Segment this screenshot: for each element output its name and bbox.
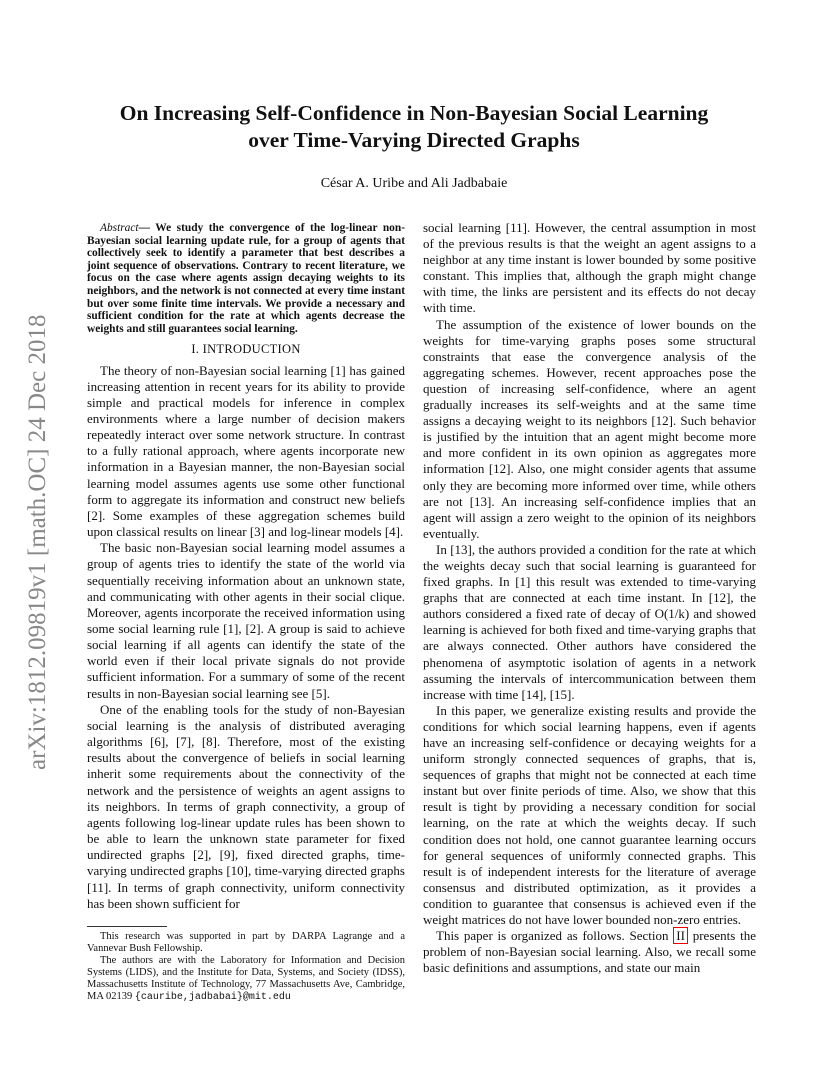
footnote-affiliation-text: The authors are with the Laboratory for Information and Decision Systems (LIDS), and the Institute for Data, Systems, and Society (IDSS), Massachusetts Institute of Technology, 77 Massachusetts Ave, Cambridge, MA 02139 [87, 954, 405, 1002]
arxiv-identifier-stamp: arXiv:1812.09819v1 [math.OC] 24 Dec 2018 [24, 314, 51, 770]
paper-title [60, 100, 768, 154]
abstract-text: — We study the convergence of the log-linear non-Bayesian social learning update rule, for a group of agents that collectively seek to identify a parameter that best describes a joint sequence of observations. Contrary to recent literature, we focus on the case where agents assign decaying weights to its neighbors, and the network is not connected at every time instant but over some finite time intervals. We provide a necessary and sufficient condition for the rate at which agents decrease the weights and still guarantees social learning. [87, 222, 405, 335]
intro-paragraph-8 [423, 928, 756, 976]
title-line-2: over Time-Varying Directed Graphs [248, 128, 580, 152]
left-column [87, 222, 405, 912]
intro-paragraph-2: The basic non-Bayesian social learning model assumes a group of agents tries to identify the state of the world via sequentially receiving information about an unknown state, and communicating with other agents in their social clique. Moreover, agents incorporate the received information using some social learning rule [1], [2]. A group is said to achieve social learning if all agents can identify the state of the world even if their local private signals do not provide sufficient information. For a summary of some of the recent results in non-Bayesian social learning see [5]. [87, 540, 405, 701]
footnote-email: {cauribe,jadbabai}@mit.edu [134, 991, 291, 1003]
right-column [423, 220, 756, 976]
abstract-label: Abstract [100, 222, 139, 234]
paragraph-8-text-before: This paper is organized as follows. Section [436, 928, 674, 944]
footnote-funding: This research was supported in part by DARPA Lagrange and a Vannevar Bush Fellowship. [87, 931, 405, 954]
footnote-affiliation [87, 955, 405, 1004]
author-list: César A. Uribe and Ali Jadbabaie [320, 176, 508, 191]
intro-paragraph-5: The assumption of the existence of lower bounds on the weights for time-varying graphs poses some structural constraints that ease the convergence analysis of the aggregating schemes. However, recent approaches pose the question of increasing self-confidence, where an agent gradually increases its self-weights and at the same time assigns a decaying weight to its neighbors [12]. Such behavior is justified by the intuition that an agent might become more and more confident in its own opinion as aggregates more information [12]. Also, one might consider agents that assume only they are becoming more informed over time, while others are not [13]. An increasing self-confidence implies that an agent will assign a zero weight to the opinion of its neighbors eventually. [423, 316, 756, 541]
intro-paragraph-1: The theory of non-Bayesian social learning [1] has gained increasing attention in recent years for its ability to provide simple and practical models for inference in complex environments where a large number of decision makers repeatedly interact over some network structure. In contrast to a fully rational approach, where agents incorporate new information in a Bayesian manner, the non-Bayesian social learning model assumes agents use some other functional form to aggregate its information and construct new beliefs [2]. Some examples of these aggregation schemes build upon classical results on linear [3] and log-linear models [4]. [87, 362, 405, 540]
footnotes [87, 926, 405, 1003]
section-reference-link[interactable]: II [673, 927, 688, 944]
intro-paragraph-4: social learning [11]. However, the central assumption in most of the previous results is that the weight an agent assigns to a neighbor at any time instant is lower bounded by some positive constant. This implies that, although the graph might change with time, the links are persistent and its effects do not decay with time. [423, 220, 756, 316]
intro-paragraph-3: One of the enabling tools for the study of non-Bayesian social learning is the analysis of distributed averaging algorithms [6], [7], [8]. Therefore, most of the existing results about the convergence of beliefs in social learning inherit some requirements about the connectivity of the network and the persistence of weights an agent assigns to its neighbors. In terms of graph connectivity, a group of agents following log-linear update rules has been shown to be able to learn the unknown state parameter for fixed undirected graphs [2], [9], fixed directed graphs, time-varying undirected graphs [10], time-varying directed graphs [11]. In terms of graph connectivity, uniform connectivity has been shown sufficient for [87, 701, 405, 911]
paragraph-8-text-after: presents the problem of non-Bayesian social learning. Also, we recall some basic definitions and assumptions, and state our main [423, 928, 756, 976]
section-heading-introduction: I. INTRODUCTION [191, 342, 301, 357]
abstract [87, 222, 405, 335]
intro-paragraph-6: In [13], the authors provided a condition for the rate at which the weights decay such that social learning is guaranteed for fixed graphs. In [1] this result was extended to time-varying graphs that are connected at each time instant. In [12], the authors considered a fixed rate of decay of O(1/k) and showed learning is achieved for both fixed and time-varying graphs that are always connected. Other authors have considered the phenomena of asymptotic isolation of agents in a network assuming the intervals of intercommunication between them increase with time [14], [15]. [423, 541, 756, 702]
intro-paragraph-7: In this paper, we generalize existing results and provide the conditions for which social learning happens, even if agents have an increasing self-confidence or decaying weights for a uniform strongly connected sequences of graphs, that is, sequences of graphs that might not be connected at each time instant but over finite periods of time. Also, we show that this result is tight by providing a necessary condition for social learning, on the rate at which the weights decay. If such condition does not hold, one cannot guarantee learning occurs for general sequences of uniformly connected graphs. This result is of independent interests for the literature of average consensus and distributed optimization, as it provides a condition to guarantee that consensus is achieved even if the weight matrices do not have lower bounded non-zero entries. [423, 702, 756, 928]
title-line-1: On Increasing Self-Confidence in Non-Bayesian Social Learning [119, 101, 709, 125]
footnote-divider [87, 926, 167, 927]
